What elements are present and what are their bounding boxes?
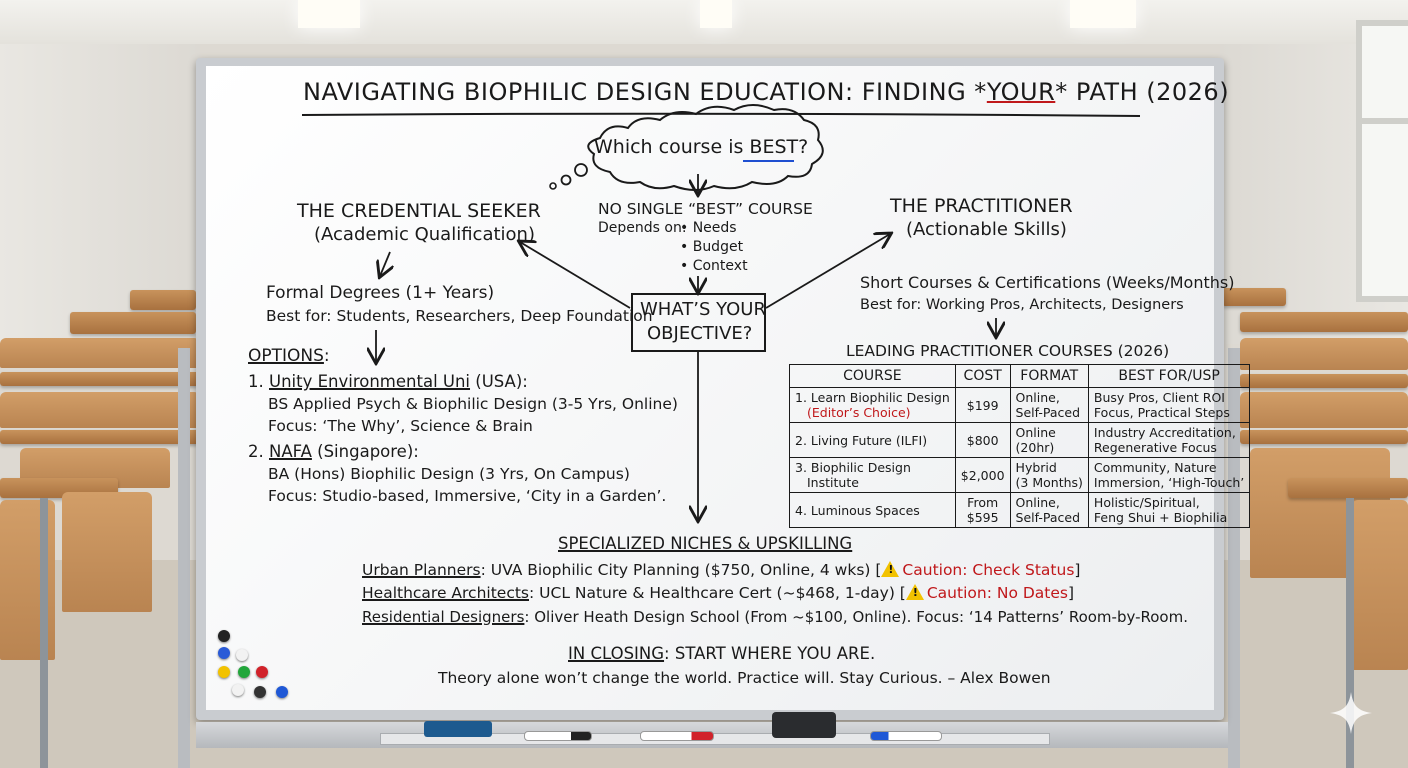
col-course: COURSE [790, 365, 956, 388]
magnet[interactable] [218, 630, 230, 642]
niche-urban-planners: Urban Planners: UVA Biophilic City Planning ($750, Online, 4 wks) [! Caution: Check Status] [362, 561, 1080, 579]
practitioner-subheading: (Actionable Skills) [906, 219, 1067, 240]
niche-healthcare-architects: Healthcare Architects: UCL Nature & Healthcare Cert (~$468, 1-day) [! Caution: No Dates] [362, 584, 1074, 602]
credential-best-for: Best for: Students, Researchers, Deep Foundation [266, 307, 653, 325]
closing-heading: IN CLOSING: START WHERE YOU ARE. [568, 644, 876, 663]
col-cost: COST [955, 365, 1010, 388]
thought-bubble [550, 183, 556, 189]
editors-choice-badge: (Editor’s Choice) [807, 405, 911, 420]
sparkle-icon [1328, 690, 1374, 736]
table-row: 4. Luminous Spaces From $595 Online, Self-Paced Holistic/Spiritual, Feng Shui + Biophilia [790, 493, 1250, 528]
depends-context: • Context [680, 258, 748, 274]
table-row: 3. Biophilic Design Institute $2,000 Hybrid (3 Months) Community, Nature Immersion, ‘High-Touch’ [790, 458, 1250, 493]
col-format: FORMAT [1010, 365, 1088, 388]
title-prefix: NAVIGATING BIOPHILIC DESIGN EDUCATION: FINDING * [303, 78, 987, 106]
depends-budget: • Budget [680, 239, 744, 255]
table-header-row [790, 365, 1250, 388]
magnet[interactable] [256, 666, 268, 678]
objective-line1: WHAT’S YOUR [640, 299, 766, 320]
warning-icon [906, 584, 924, 600]
magnet[interactable] [218, 666, 230, 678]
no-single-best: NO SINGLE “BEST” COURSE [598, 200, 813, 218]
magnet[interactable] [238, 666, 250, 678]
black-marker[interactable] [524, 731, 592, 741]
magnet[interactable] [254, 686, 266, 698]
thought-bubble [562, 176, 571, 185]
practitioner-courses-table [789, 364, 1250, 528]
title-emphasis: YOUR [986, 78, 1056, 106]
short-courses: Short Courses & Certifications (Weeks/Months) [860, 273, 1235, 292]
warning-icon [881, 561, 899, 577]
objective-line2: OBJECTIVE? [647, 323, 753, 344]
options-heading: OPTIONS: [248, 346, 330, 366]
magnet[interactable] [232, 684, 244, 696]
option-1-program: BS Applied Psych & Biophilic Design (3-5 Yrs, Online) [268, 395, 678, 413]
magnet[interactable] [236, 649, 248, 661]
title-suffix: * PATH (2026) [1055, 78, 1230, 106]
niches-heading: SPECIALIZED NICHES & UPSKILLING [558, 534, 853, 553]
niche-residential-designers: Residential Designers: Oliver Heath Design School (From ~$100, Online). Focus: ‘14 Patterns’ Room-by-Room. [362, 608, 1188, 626]
depends-needs: • Needs [680, 220, 737, 236]
practitioner-best-for: Best for: Working Pros, Architects, Designers [860, 297, 1184, 313]
formal-degrees: Formal Degrees (1+ Years) [266, 283, 495, 303]
table-title: LEADING PRACTITIONER COURSES (2026) [846, 342, 1170, 360]
closing-quote: Theory alone won’t change the world. Practice will. Stay Curious. – Alex Bowen [438, 669, 1051, 687]
col-best-for: BEST FOR/USP [1088, 365, 1249, 388]
option-1-name: Unity Environmental Uni [269, 372, 471, 391]
option-2-focus: Focus: Studio-based, Immersive, ‘City in a Garden’. [268, 487, 667, 505]
eraser[interactable] [424, 721, 492, 737]
table-row: 1. Learn Biophilic Design (Editor’s Choice) $199 Online, Self-Paced Busy Pros, Client ROI Focus, Practical Steps [790, 388, 1250, 423]
table-row: 2. Living Future (ILFI) $800 Online (20hr) Industry Accreditation, Regenerative Focus [790, 423, 1250, 458]
magnet[interactable] [276, 686, 288, 698]
option-2-program: BA (Hons) Biophilic Design (3 Yrs, On Campus) [268, 465, 630, 483]
question-emphasis: BEST [749, 136, 799, 158]
credential-heading: THE CREDENTIAL SEEKER [297, 200, 541, 222]
practitioner-heading: THE PRACTITIONER [890, 195, 1073, 217]
credential-subheading: (Academic Qualification) [314, 224, 535, 245]
question-text: Which course is BEST? [594, 136, 809, 158]
red-marker[interactable] [640, 731, 714, 741]
blue-marker[interactable] [870, 731, 942, 741]
option-1-title: 1. Unity Environmental Uni (USA): [248, 372, 528, 391]
option-2-title: 2. NAFA (Singapore): [248, 442, 419, 461]
thought-bubble [575, 164, 587, 176]
option-1-focus: Focus: ‘The Why’, Science & Brain [268, 417, 533, 435]
depends-label: Depends on: [598, 220, 687, 236]
eraser[interactable] [772, 712, 836, 738]
option-2-name: NAFA [269, 442, 312, 461]
magnet[interactable] [218, 647, 230, 659]
title-underline [302, 114, 1140, 116]
